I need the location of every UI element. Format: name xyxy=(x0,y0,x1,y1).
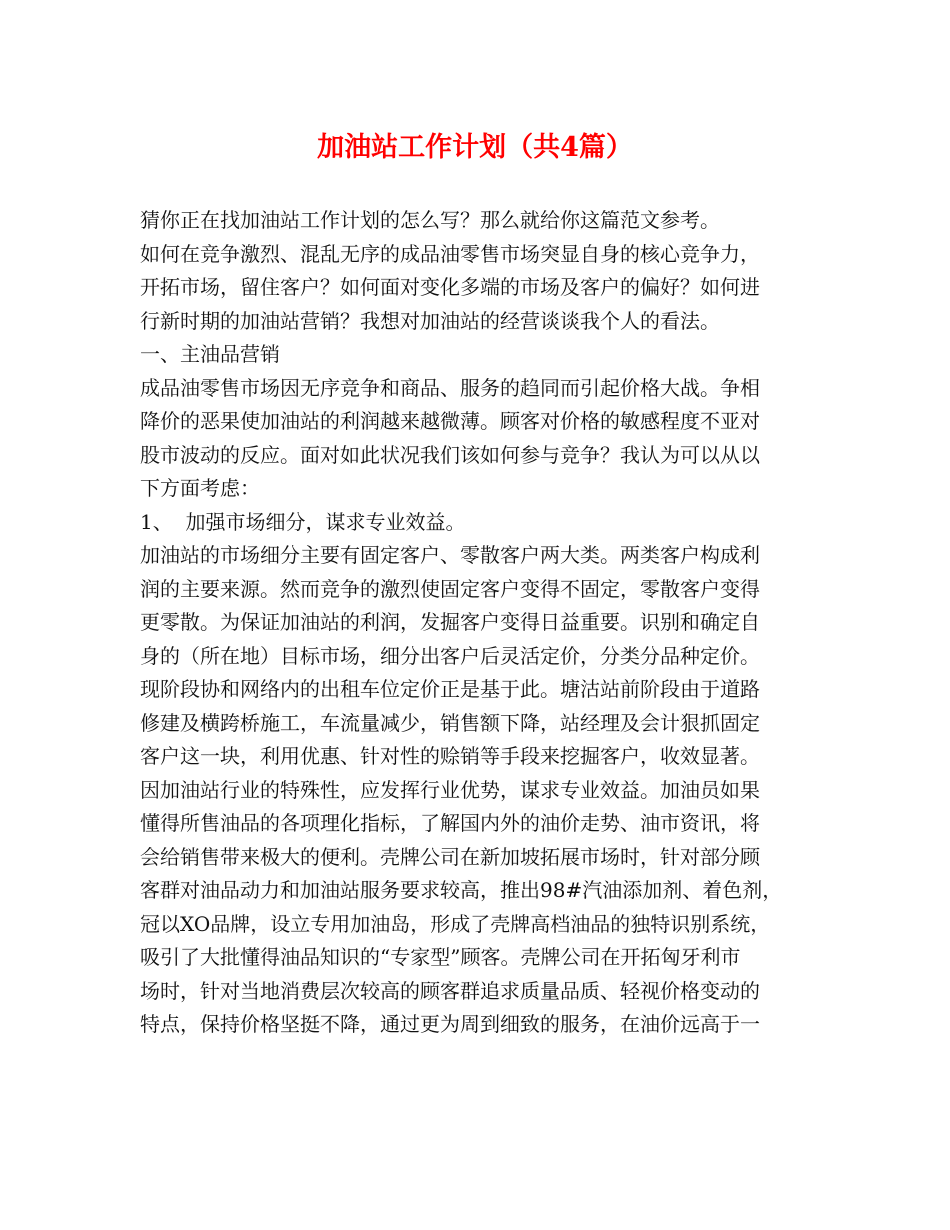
text-line: 因加油站行业的特殊性，应发挥行业优势，谋求专业效益。加油员如果 xyxy=(140,777,760,802)
text-line: 冠以XO品牌，设立专用加油岛，形成了壳牌高档油品的独特识别系统， xyxy=(140,911,771,936)
text-line: 加油站的市场细分主要有固定客户、零散客户两大类。两类客户构成利 xyxy=(140,543,760,567)
text-line: 现阶段协和网络内的出租车位定价正是基于此。塘沽站前阶段由于道路 xyxy=(140,677,760,701)
text-line: 如何在竞争激烈、混乱无序的成品油零售市场突显自身的核心竞争力， xyxy=(140,241,760,266)
text-line: 降价的恶果使加油站的利润越来越微薄。顾客对价格的敏感程度不亚对 xyxy=(140,409,760,433)
text-line: 下方面考虑： xyxy=(140,476,260,500)
text-line: 特点，保持价格坚挺不降，通过更为周到细致的服务，在油价远高于一 xyxy=(140,1012,760,1036)
text-line: 场时，针对当地消费层次较高的顾客群追求质量品质、轻视价格变动的 xyxy=(140,978,760,1003)
text-line: 身的（所在地）目标市场，细分出客户后灵活定价，分类分品种定价。 xyxy=(140,643,760,668)
document-title: 加油站工作计划（共4篇） xyxy=(317,132,633,163)
text-line: 行新时期的加油站营销？我想对加油站的经营谈谈我个人的看法。 xyxy=(140,308,720,333)
text-line: 猜你正在找加油站工作计划的怎么写？那么就给你这篇范文参考。 xyxy=(140,208,720,232)
text-line: 客群对油品动力和加油站服务要求较高，推出98#汽油添加剂、着色剂， xyxy=(140,878,783,902)
text-line: 吸引了大批懂得油品知识的“专家型”顾客。壳牌公司在开拓匈牙利市 xyxy=(140,945,741,969)
text-line: 懂得所售油品的各项理化指标，了解国内外的油价走势、油市资讯，将 xyxy=(140,811,760,835)
text-line: 成品油零售市场因无序竞争和商品、服务的趋同而引起价格大战。争相 xyxy=(140,375,760,400)
text-line: 会给销售带来极大的便利。壳牌公司在新加坡拓展市场时，针对部分顾 xyxy=(140,844,760,869)
text-line: 更零散。为保证加油站的利润，发掘客户变得日益重要。识别和确定自 xyxy=(140,610,760,634)
text-line: 润的主要来源。然而竞争的激烈使固定客户变得不固定，零散客户变得 xyxy=(140,576,760,601)
text-line: 修建及横跨桥施工，车流量减少，销售额下降，站经理及会计狠抓固定 xyxy=(140,710,760,735)
text-line: 开拓市场，留住客户？如何面对变化多端的市场及客户的偏好？如何进 xyxy=(140,275,760,299)
text-line: 客户这一块，利用优惠、针对性的赊销等手段来挖掘客户，收效显著。 xyxy=(140,744,760,768)
document-body xyxy=(140,204,820,1042)
text-line: 股市波动的反应。面对如此状况我们该如何参与竞争？我认为可以从以 xyxy=(140,442,760,467)
section-heading: 一、主油品营销 xyxy=(140,342,280,366)
subsection-heading: 1、 加强市场细分，谋求专业效益。 xyxy=(140,509,466,534)
